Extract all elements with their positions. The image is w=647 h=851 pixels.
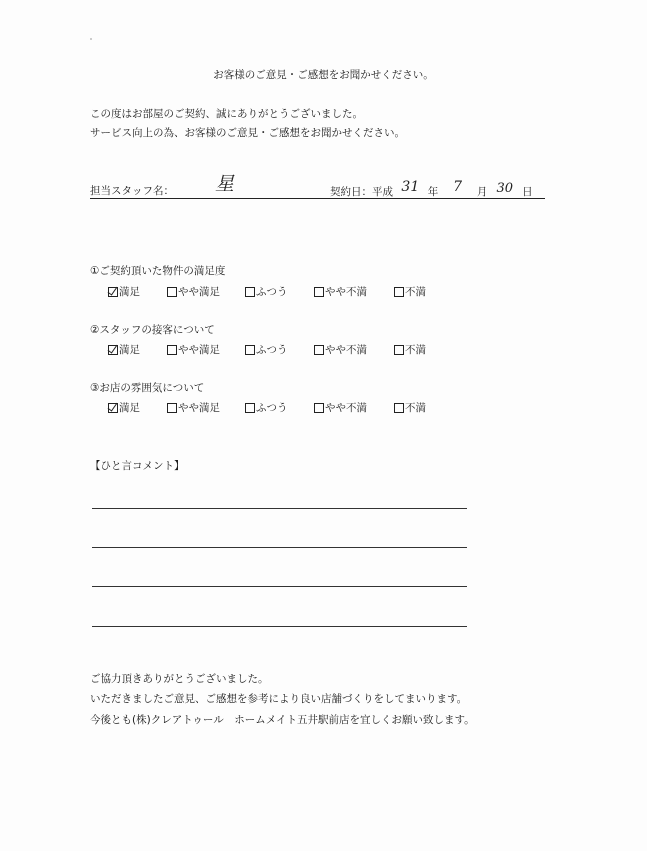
q2-option-satisfied[interactable] (108, 342, 167, 357)
option-label: ふつう (256, 402, 288, 414)
q1-option-average[interactable] (245, 284, 314, 299)
comment-line-4[interactable] (92, 626, 467, 627)
q2-option-average[interactable] (245, 342, 314, 357)
comment-line-1[interactable] (92, 508, 467, 509)
closing-line-2: いただきましたご意見、ご感想を参考により良い店舗づくりをしてまいります。 (90, 693, 468, 705)
q3-option-average[interactable] (245, 400, 314, 415)
checkbox-icon[interactable] (314, 345, 324, 355)
option-label: やや満足 (178, 344, 220, 356)
option-label: 不満 (405, 402, 426, 414)
checked-box-icon[interactable] (108, 287, 118, 297)
option-label: やや不満 (325, 402, 367, 414)
q3-option-dissatisfied[interactable] (394, 400, 444, 415)
question-3-label: ③お店の雰囲気について (90, 382, 205, 394)
checkbox-icon[interactable] (394, 403, 404, 413)
option-label: やや不満 (325, 286, 367, 298)
checkbox-icon[interactable] (394, 345, 404, 355)
question-2-label: ②スタッフの接客について (90, 324, 215, 336)
question-1-options (108, 284, 448, 299)
contract-day-unit: 日 (522, 186, 533, 198)
checked-box-icon[interactable] (108, 403, 118, 413)
q2-option-dissatisfied[interactable] (394, 342, 444, 357)
intro-line-1: この度はお部屋のご契約、誠にありがとうございました。 (90, 108, 363, 120)
checkbox-icon[interactable] (314, 287, 324, 297)
scan-speck (90, 38, 92, 40)
staff-name-value[interactable]: 星 (215, 173, 235, 195)
comment-line-2[interactable] (92, 547, 467, 548)
q1-option-somewhat-dissatisfied[interactable] (314, 284, 394, 299)
contract-month-value[interactable]: 7 (453, 179, 462, 195)
q1-option-satisfied[interactable] (108, 284, 167, 299)
checked-box-icon[interactable] (108, 345, 118, 355)
intro-line-2: サービス向上の為、お客様のご意見・ご感想をお聞かせください。 (90, 127, 405, 139)
comment-section-label: 【ひと言コメント】 (90, 460, 185, 472)
contract-year-value[interactable]: 31 (401, 179, 420, 195)
q3-option-satisfied[interactable] (108, 400, 167, 415)
option-label: 不満 (405, 344, 426, 356)
option-label: 満足 (119, 286, 140, 298)
option-label: やや不満 (325, 344, 367, 356)
contract-day-value[interactable]: 30 (496, 181, 513, 196)
closing-line-3: 今後とも(株)クレアトゥール ホームメイト五井駅前店を宜しくお願い致します。 (90, 714, 475, 726)
contract-date-label: 契約日：平成 (330, 186, 393, 198)
staff-label: 担当スタッフ名： (90, 185, 174, 197)
contract-month-unit: 月 (476, 186, 488, 198)
staff-underline (90, 198, 545, 199)
q2-option-somewhat-dissatisfied[interactable] (314, 342, 394, 357)
checkbox-icon[interactable] (394, 287, 404, 297)
checkbox-icon[interactable] (167, 403, 177, 413)
option-label: ふつう (256, 286, 288, 298)
q2-option-somewhat-satisfied[interactable] (167, 342, 245, 357)
checkbox-icon[interactable] (167, 345, 177, 355)
checkbox-icon[interactable] (314, 403, 324, 413)
option-label: ふつう (256, 344, 288, 356)
comment-line-3[interactable] (92, 586, 467, 587)
q1-option-somewhat-satisfied[interactable] (167, 284, 245, 299)
checkbox-icon[interactable] (167, 287, 177, 297)
q1-option-dissatisfied[interactable] (394, 284, 444, 299)
checkbox-icon[interactable] (245, 345, 255, 355)
question-1-label: ①ご契約頂いた物件の満足度 (90, 265, 226, 277)
q3-option-somewhat-dissatisfied[interactable] (314, 400, 394, 415)
contract-date (330, 179, 533, 199)
contract-year-unit: 年 (427, 186, 439, 198)
staff-contract-row (90, 173, 545, 199)
option-label: やや満足 (178, 402, 220, 414)
checkbox-icon[interactable] (245, 403, 255, 413)
q3-option-somewhat-satisfied[interactable] (167, 400, 245, 415)
option-label: 不満 (405, 286, 426, 298)
option-label: 満足 (119, 344, 140, 356)
option-label: やや満足 (178, 286, 220, 298)
checkbox-icon[interactable] (245, 287, 255, 297)
question-3-options (108, 400, 448, 415)
page-title: お客様のご意見・ご感想をお聞かせください。 (213, 69, 434, 81)
option-label: 満足 (119, 402, 140, 414)
closing-line-1: ご協力頂きありがとうございました。 (90, 673, 269, 685)
question-2-options (108, 342, 448, 357)
